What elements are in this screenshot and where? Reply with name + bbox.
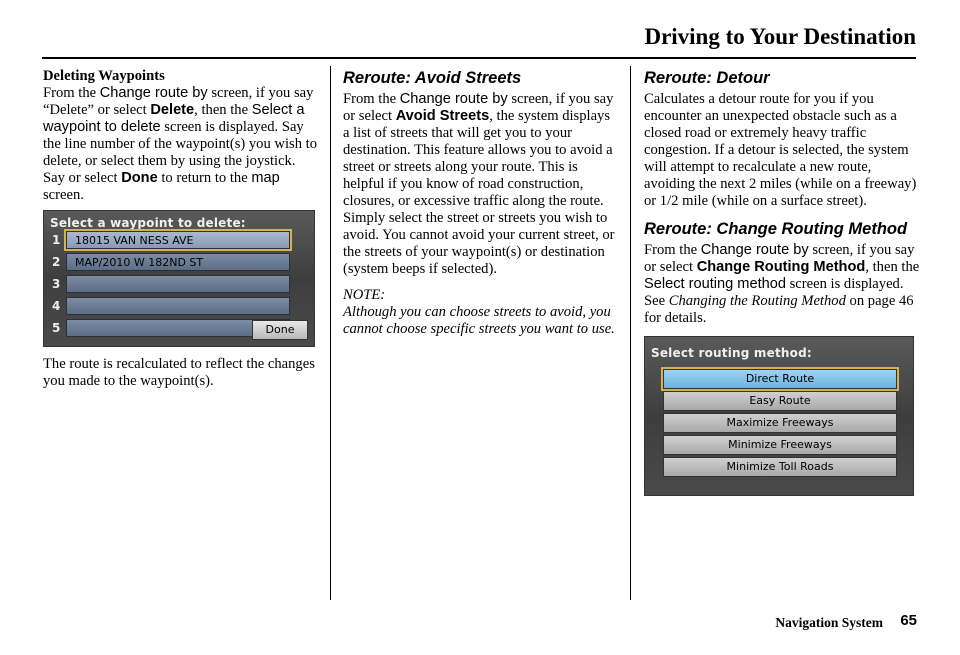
- routing-option-button[interactable]: Maximize Freeways: [663, 413, 897, 433]
- note-label: NOTE:: [343, 287, 386, 303]
- column-divider-2: [630, 66, 631, 600]
- text-run: Change route by: [399, 91, 508, 107]
- header-rule: [42, 57, 916, 59]
- text-run: From the: [644, 242, 701, 258]
- routing-option-button[interactable]: Direct Route: [663, 369, 897, 389]
- screen-title: Select routing method:: [651, 346, 812, 360]
- paragraph-avoid-streets: [343, 91, 619, 278]
- text-run: , the system displays a list of streets that will get you to your destination. This feature allows you to avoid a street or streets along your route. This is helpful if you know of road construction, closures, or excessive traffic along the route. Simply select the street or streets you wish to avoid. You cannot avoid your current street, or the streets of your waypoint(s) or destination (system beeps if selected).: [343, 108, 615, 277]
- routing-option-button[interactable]: Easy Route: [663, 391, 897, 411]
- text-run: Done: [121, 170, 158, 186]
- waypoint-row-label[interactable]: [66, 275, 290, 293]
- text-run: Changing the Routing Method: [668, 293, 846, 309]
- text-run: , then the: [865, 259, 920, 275]
- waypoint-row-label[interactable]: [66, 297, 290, 315]
- waypoint-row-number: 5: [52, 321, 61, 335]
- paragraph-detour: Calculates a detour route for you if you encounter an unexpected obstacle such as a closed road or extremely heavy traffic congestion. If a detour is selected, the system will attempt to recalculate a new route, avoiding the next 2 miles (while on a freeway) or 1/2 mile (while on a surface street).: [644, 91, 917, 209]
- screen-title: Select a waypoint to delete:: [50, 216, 246, 230]
- text-run: Change route by: [700, 242, 809, 258]
- page-header-title: Driving to Your Destination: [644, 24, 916, 49]
- column-divider-1: [330, 66, 331, 600]
- heading-detour: Reroute: Detour: [644, 69, 770, 87]
- text-run: Delete: [150, 102, 195, 118]
- text-run: From the: [43, 85, 100, 101]
- footer-section-name: Navigation System: [775, 615, 883, 630]
- text-run: on page 46 for details.: [644, 293, 914, 326]
- heading-avoid-streets: Reroute: Avoid Streets: [343, 69, 522, 87]
- footer-page-number: 65: [900, 612, 917, 629]
- column-1: [43, 68, 319, 390]
- heading-deleting-waypoints: Deleting Waypoints: [43, 68, 165, 84]
- routing-method-screen: [644, 336, 914, 496]
- text-run: screen, if you say “Delete” or select: [43, 85, 314, 118]
- text-run: , then the: [194, 102, 252, 118]
- text-run: From the: [343, 91, 400, 107]
- paragraph-route-recalculated: The route is recalculated to reflect the changes you made to the waypoint(s).: [43, 356, 315, 389]
- waypoint-row-label[interactable]: 18015 VAN NESS AVE: [66, 231, 290, 249]
- routing-option-button[interactable]: Minimize Toll Roads: [663, 457, 897, 477]
- text-run: Change route by: [99, 85, 208, 101]
- text-run: Select routing method: [644, 276, 786, 292]
- text-run: screen, if you say or select: [644, 242, 915, 275]
- note-text: Although you can choose streets to avoid, you cannot choose specific streets you want to use.: [343, 304, 615, 337]
- waypoint-row-number: 1: [52, 233, 61, 247]
- waypoint-row-number: 2: [52, 255, 61, 269]
- waypoint-row-label[interactable]: MAP/2010 W 182ND ST: [66, 253, 290, 271]
- text-run: screen.: [43, 187, 84, 203]
- text-run: Avoid Streets: [395, 108, 490, 124]
- text-run: to return to the: [157, 170, 252, 186]
- text-run: Change Routing Method: [696, 259, 866, 275]
- text-run: screen, if you say or select: [343, 91, 614, 124]
- waypoint-row-number: 4: [52, 299, 61, 313]
- waypoint-row-number: 3: [52, 277, 61, 291]
- routing-option-button[interactable]: Minimize Freeways: [663, 435, 897, 455]
- done-button[interactable]: Done: [252, 320, 308, 340]
- text-run: screen is displayed. See: [644, 276, 904, 309]
- text-run: map: [251, 170, 280, 186]
- heading-change-routing-method: Reroute: Change Routing Method: [644, 220, 908, 238]
- column-2: [343, 68, 619, 338]
- column-3: [644, 68, 920, 496]
- waypoint-delete-screen: [43, 210, 315, 347]
- paragraph-deleting-waypoints: [43, 85, 319, 204]
- text-run: screen is displayed. Say the line number of the waypoint(s) you wish to delete, or select them by using the joystick. Say or select: [43, 119, 317, 186]
- text-run: Select a waypoint to delete: [43, 102, 305, 135]
- paragraph-change-routing-method: [644, 242, 920, 327]
